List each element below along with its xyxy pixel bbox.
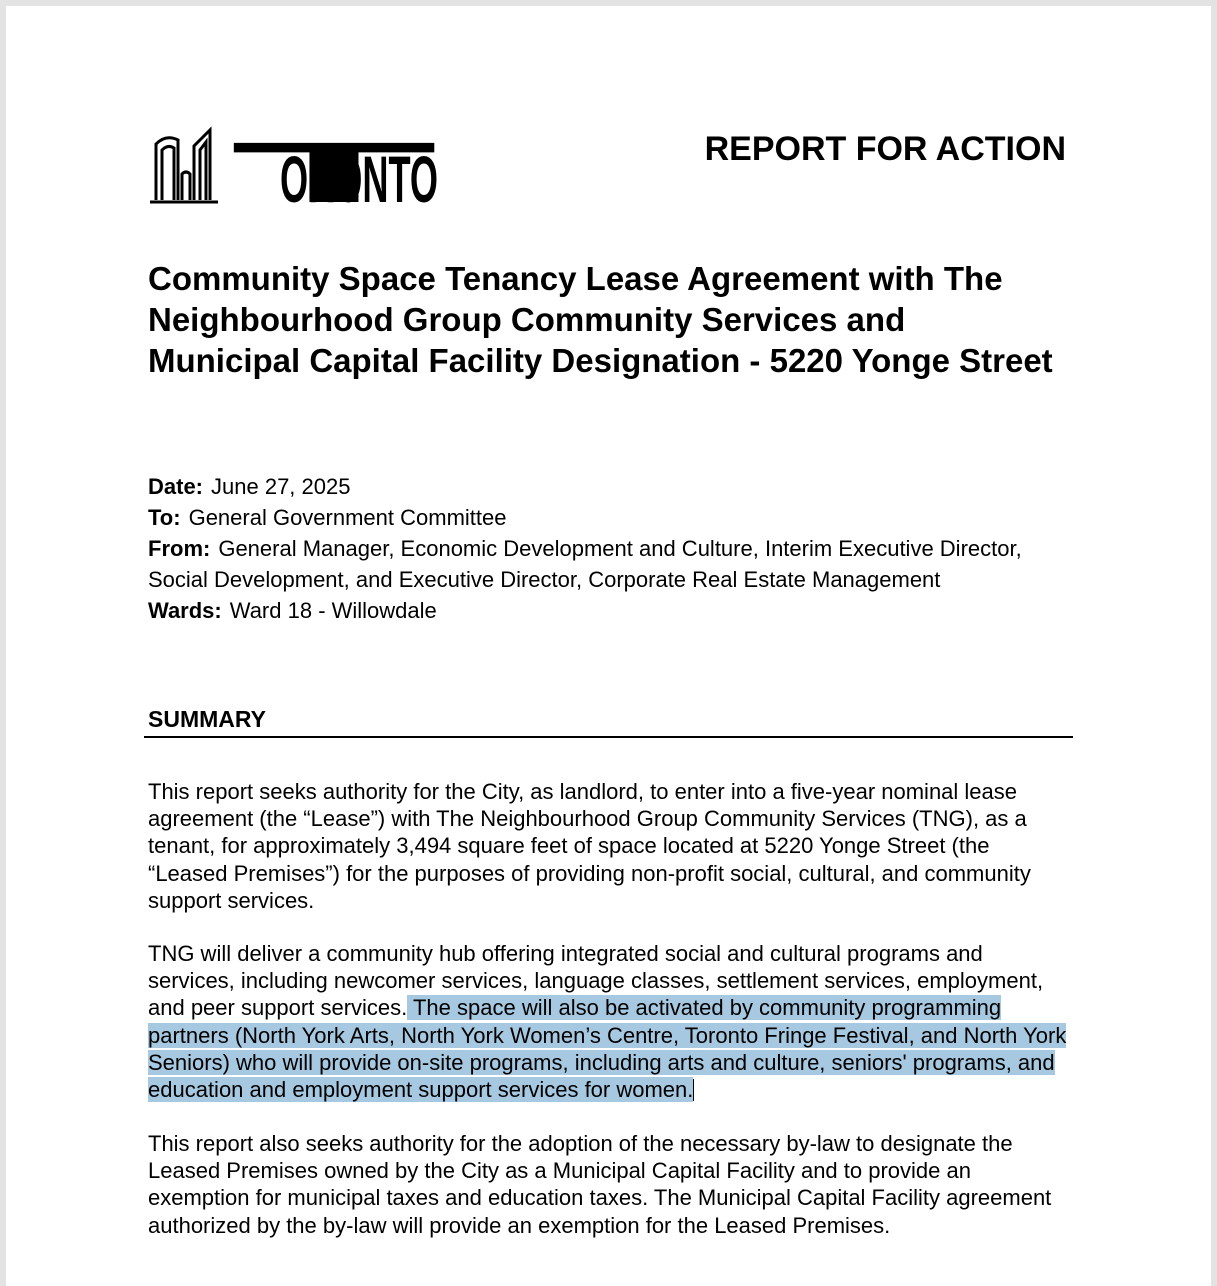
summary-paragraph-3[interactable]: This report also seeks authority for the adoption of the necessary by-law to designate the Leased Premises owned by the City as a Municipal Capital Facility and to provide an exemption for municipal taxes and education taxes. The Municipal Capital Facility agreement authorized by the by-law will provide an exemption for the Leased Premises. (148, 1131, 1052, 1238)
date-row (148, 471, 1028, 502)
wards-value: Ward 18 - Willowdale (229, 598, 437, 623)
svg-text:T: T (230, 125, 438, 221)
summary-paragraph-1[interactable]: This report seeks authority for the City, as landlord, to enter into a five-year nominal lease agreement (the “Lease”) with The Neighbourhood Group Community Services (TNG), as a tenant, for approximately 3,494 square feet of space located at 5220 Yonge Street (the “Leased Premises”) for the purposes of providing non-profit social, cultural, and community support services. (148, 779, 1031, 913)
toronto-logo (148, 116, 448, 221)
report-type-label: REPORT FOR ACTION (704, 130, 1066, 168)
document-page (6, 6, 1211, 1286)
svg-text:ORONTO: ORONTO (280, 142, 438, 216)
report-title: Community Space Tenancy Lease Agreement with The Neighbourhood Group Community Services and Municipal Capital Facility Designation - 5220 Yonge Street (148, 260, 1053, 379)
summary-paragraph-2[interactable] (148, 940, 1073, 1103)
paragraph-2-plain-text[interactable]: TNG will deliver a community hub offering integrated social and cultural programs and services, including newcomer services, language classes, settlement services, employment, and peer support services. (148, 941, 1044, 1021)
to-row (148, 502, 1028, 533)
report-metadata (148, 471, 1028, 626)
from-label: From: (148, 536, 211, 561)
to-label: To: (148, 505, 181, 530)
wards-row (148, 595, 1028, 626)
selected-text-highlight[interactable]: The space will also be activated by community programming partners (North York Arts, North York Women’s Centre, Toronto Fringe Festival, and North York Seniors) who will provide on-site programs, including arts and culture, seniors' programs, and education and employment support services for women. (148, 995, 1067, 1103)
from-value: General Manager, Economic Development and Culture, Interim Executive Director, Social Development, and Executive Director, Corporate Real Estate Management (148, 536, 1022, 592)
date-value: June 27, 2025 (211, 474, 351, 499)
summary-heading: SUMMARY (148, 706, 266, 732)
wards-label: Wards: (148, 598, 222, 623)
date-label: Date: (148, 474, 204, 499)
from-row (148, 533, 1028, 595)
summary-divider (144, 736, 1073, 738)
to-value: General Government Committee (188, 505, 507, 530)
text-cursor (693, 1079, 694, 1101)
